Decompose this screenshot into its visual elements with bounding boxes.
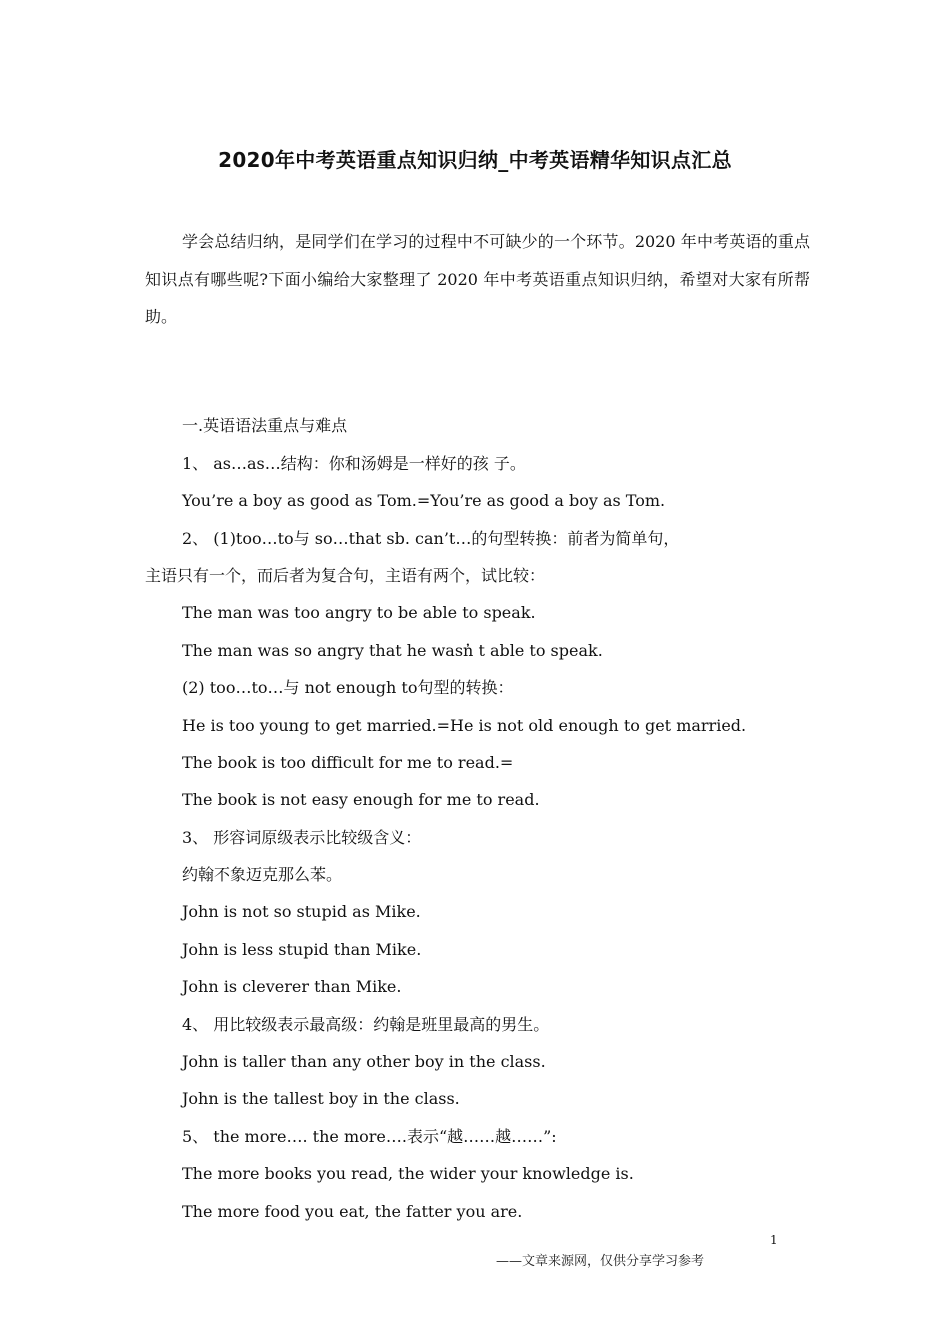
content-lines [145,370,810,1230]
text-line: 一.英语语法重点与难点 [182,416,348,436]
text-line: 2、 (1)too…to与 so…that sb. can’t…的句型转换：前者为简单句， [182,528,680,548]
text-line: You’re a boy as good as Tom.=You’re as good a boy as Tom. [182,491,666,511]
text-line: The man was too angry to be able to speak. [182,603,536,623]
text-line: The more books you read, the wider your knowledge is. [182,1164,634,1184]
text-line: 4、 用比较级表示最高级：约翰是班里最高的男生。 [182,1014,550,1034]
text-line: 1、 as…as…结构：你和汤姆是一样好的孩 子。 [182,453,526,473]
text-line: The book is too difficult for me to read.= [182,752,514,772]
document-title: 2020年中考英语重点知识归纳_中考英语精华知识点汇总 [218,148,732,172]
text-line: 主语只有一个，而后者为复合句，主语有两个，试比较： [145,565,546,585]
text-line: 3、 形容词原级表示比较级含义： [182,827,422,847]
text-line: The book is not easy enough for me to read. [182,790,540,810]
text-line: John is not so stupid as Mike. [182,902,421,922]
text-line: John is cleverer than Mike. [182,977,402,997]
page-number: 1 [770,1233,778,1247]
text-line: The man was so angry that he wasn̓ t able to speak. [182,640,603,660]
intro-paragraph: 学会总结归纳，是同学们在学习的过程中不可缺少的一个环节。2020 年中考英语的重点知识点有哪些呢?下面小编给大家整理了 2020 年中考英语重点知识归纳，希望对大家有所帮助。 [145,232,810,326]
footer-note: ——文章来源网，仅供分享学习参考 [496,1254,705,1269]
text-line: He is too young to get married.=He is not old enough to get married. [182,715,747,735]
text-line: 5、 the more…. the more….表示“越……越……”: [182,1126,557,1146]
text-line [145,370,810,407]
text-line: John is less stupid than Mike. [182,939,422,959]
text-line: (2) too…to…与 not enough to句型的转换： [182,678,514,698]
text-line: John is taller than any other boy in the class. [182,1052,546,1072]
text-line: 约翰不象迈克那么苯。 [182,865,343,885]
text-line: John is the tallest boy in the class. [182,1089,460,1109]
text-line: The more food you eat, the fatter you are. [182,1201,523,1221]
